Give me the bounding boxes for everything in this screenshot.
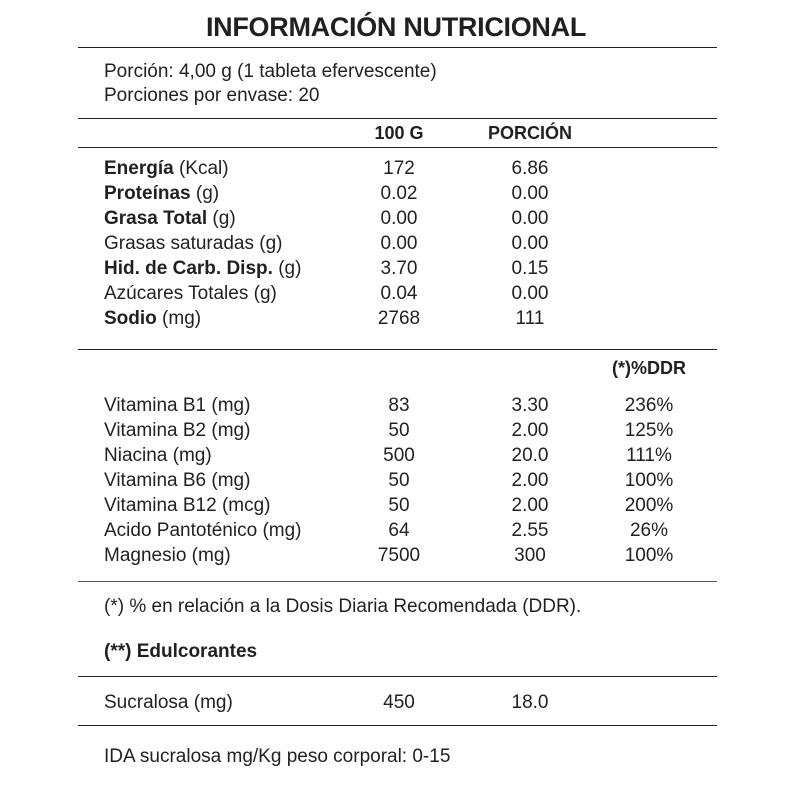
nutrient-label xyxy=(104,206,236,231)
nutrient-per-100g: 3.70 xyxy=(380,258,418,279)
nutrient-unit: (Kcal) xyxy=(173,158,229,179)
nutrient-unit: (g) xyxy=(248,283,277,304)
header-ddr: (*)%DDR xyxy=(612,358,686,378)
vitamin-ddr: 26% xyxy=(629,520,669,541)
nutrient-per-portion: 0.15 xyxy=(511,258,549,279)
vitamin-per-100g: 7500 xyxy=(377,545,421,566)
nutrient-per-portion: 6.86 xyxy=(511,158,549,179)
vitamin-per-portion: 300 xyxy=(514,545,546,566)
vitamin-ddr: 111% xyxy=(626,445,672,466)
nutrient-per-portion: 0.00 xyxy=(511,208,549,229)
vitamin-row xyxy=(104,493,704,518)
vitamin-row xyxy=(104,543,704,568)
divider-ida xyxy=(78,725,717,726)
divider-vitamins xyxy=(78,581,717,582)
nutrient-per-portion: 0.00 xyxy=(511,183,549,204)
divider-title xyxy=(78,47,717,48)
nutrient-unit: (g) xyxy=(253,233,283,254)
vitamin-per-100g: 50 xyxy=(388,495,410,516)
sweeteners-heading: (**) Edulcorantes xyxy=(104,641,258,662)
header-per-100g: 100 G xyxy=(374,123,424,143)
vitamin-per-portion: 2.00 xyxy=(511,495,549,516)
vitamin-name: Niacina (mg) xyxy=(104,445,212,466)
header-per-portion: PORCIÓN xyxy=(487,123,572,143)
nutrient-per-portion: 111 xyxy=(515,308,545,329)
nutrient-unit: (mg) xyxy=(156,308,202,329)
vitamin-per-portion: 2.00 xyxy=(511,470,549,491)
vitamin-per-100g: 83 xyxy=(388,395,410,416)
vitamin-ddr: 200% xyxy=(624,495,674,516)
nutrient-row xyxy=(104,281,704,306)
nutrient-name: Hid. de Carb. Disp. xyxy=(104,258,273,279)
nutrient-row xyxy=(104,181,704,206)
nutrient-per-100g: 0.00 xyxy=(380,208,418,229)
divider-nutrients xyxy=(78,349,717,350)
divider-serving xyxy=(78,118,717,119)
label-title: INFORMACIÓN NUTRICIONAL xyxy=(205,12,587,42)
vitamin-name: Vitamina B12 (mcg) xyxy=(104,495,271,516)
nutrient-per-100g: 172 xyxy=(383,158,415,179)
nutrient-row xyxy=(104,256,704,281)
vitamin-name: Vitamina B6 (mg) xyxy=(104,470,251,491)
nutrient-name: Energía xyxy=(104,158,174,179)
nutrient-row xyxy=(104,156,704,181)
nutrient-unit: (g) xyxy=(207,208,236,229)
nutrient-label xyxy=(104,156,229,181)
nutrient-label xyxy=(104,306,201,331)
serving-size: Porción: 4,00 g (1 tableta efervescente) xyxy=(104,61,437,82)
nutrient-name: Grasa Total xyxy=(104,208,208,229)
nutrient-per-100g: 2768 xyxy=(377,308,421,329)
vitamin-row xyxy=(104,468,704,493)
vitamin-per-portion: 2.55 xyxy=(511,520,549,541)
vitamin-per-100g: 50 xyxy=(388,420,410,441)
nutrient-label xyxy=(104,231,282,256)
nutrient-per-100g: 0.04 xyxy=(380,283,418,304)
vitamin-name: Vitamina B1 (mg) xyxy=(104,395,251,416)
nutrient-name: Sodio xyxy=(104,308,157,329)
divider-sweeteners xyxy=(78,676,717,677)
ddr-header-row xyxy=(104,356,704,381)
nutrient-label xyxy=(104,281,277,306)
nutrient-name: Grasas saturadas xyxy=(104,233,254,254)
nutrient-label xyxy=(104,181,219,206)
nutrient-name: Azúcares Totales xyxy=(104,283,249,304)
vitamin-per-100g: 500 xyxy=(383,445,415,466)
vitamin-ddr: 100% xyxy=(624,470,674,491)
ddr-footnote: (*) % en relación a la Dosis Diaria Recomendada (DDR). xyxy=(104,596,582,617)
vitamin-ddr: 236% xyxy=(624,395,674,416)
vitamin-per-100g: 64 xyxy=(388,520,410,541)
nutrient-per-100g: 0.02 xyxy=(380,183,418,204)
nutrient-unit: (g) xyxy=(272,258,302,279)
ida-note: IDA sucralosa mg/Kg peso corporal: 0-15 xyxy=(104,746,451,767)
vitamin-ddr: 125% xyxy=(624,420,674,441)
nutrient-per-portion: 0.00 xyxy=(511,283,549,304)
vitamin-name: Magnesio (mg) xyxy=(104,545,231,566)
nutrient-unit: (g) xyxy=(190,183,220,204)
nutrient-row xyxy=(104,306,704,331)
vitamin-row xyxy=(104,443,704,468)
nutrient-per-portion: 0.00 xyxy=(511,233,549,254)
servings-per-container: Porciones por envase: 20 xyxy=(104,85,320,106)
vitamin-row xyxy=(104,518,704,543)
divider-header xyxy=(78,147,717,148)
nutrient-row xyxy=(104,206,704,231)
sweetener-per-portion: 18.0 xyxy=(511,692,549,713)
vitamin-per-portion: 20.0 xyxy=(511,445,549,466)
sweetener-per-100g: 450 xyxy=(383,692,415,713)
vitamin-ddr: 100% xyxy=(624,545,674,566)
column-header-row xyxy=(104,121,704,146)
nutrient-row xyxy=(104,231,704,256)
vitamin-name: Acido Pantoténico (mg) xyxy=(104,520,302,541)
sweetener-name: Sucralosa (mg) xyxy=(104,692,233,713)
vitamin-per-100g: 50 xyxy=(388,470,410,491)
vitamin-name: Vitamina B2 (mg) xyxy=(104,420,251,441)
nutrient-label xyxy=(104,256,301,281)
vitamin-row xyxy=(104,418,704,443)
nutrient-per-100g: 0.00 xyxy=(380,233,418,254)
vitamin-row xyxy=(104,393,704,418)
nutrient-name: Proteínas xyxy=(104,183,191,204)
sweetener-row xyxy=(104,690,704,715)
vitamin-per-portion: 3.30 xyxy=(511,395,549,416)
vitamin-per-portion: 2.00 xyxy=(511,420,549,441)
